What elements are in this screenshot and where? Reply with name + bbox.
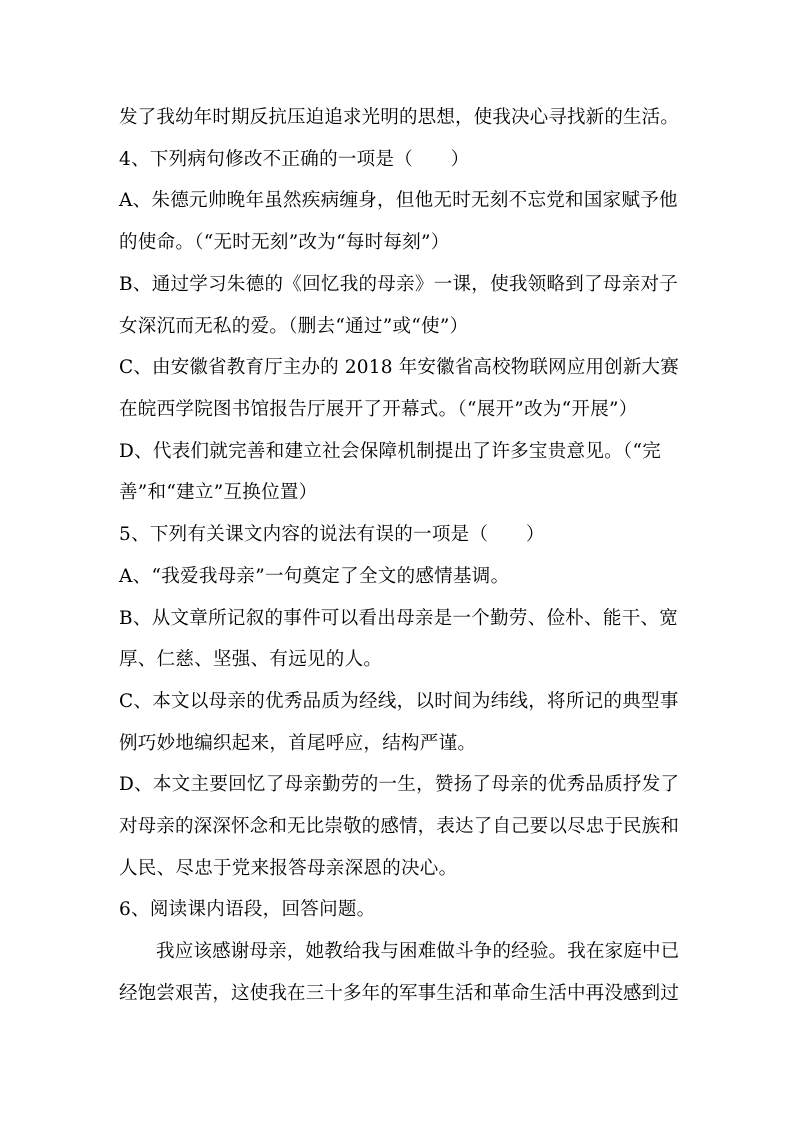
question-4-option-b: B、通过学习朱德的《回忆我的母亲》一课，使我领略到了母亲对子 bbox=[119, 274, 679, 295]
text-line: 发了我幼年时期反抗压迫追求光明的思想，使我决心寻找新的生活。 bbox=[119, 107, 680, 128]
question-5-option-d: D、本文主要回忆了母亲勤劳的一生，赞扬了母亲的优秀品质抒发了 bbox=[119, 774, 680, 795]
text-line: 人民、尽忠于党来报答母亲深恩的决心。 bbox=[119, 858, 458, 879]
question-5-option-c: C、本文以母亲的优秀品质为经线，以时间为纬线，将所记的典型事 bbox=[119, 691, 679, 712]
text-line: 例巧妙地编织起来，首尾呼应，结构严谨。 bbox=[119, 733, 477, 754]
question-5-option-a: A、“我爱我母亲”一句奠定了全文的感情基调。 bbox=[119, 566, 510, 587]
question-4-stem: 4、下列病句修改不正确的一项是（ ） bbox=[119, 149, 470, 170]
question-4-option-c: C、由安徽省教育厅主办的 2018 年安徽省高校物联网应用创新大赛 bbox=[119, 357, 679, 378]
question-5-option-b: B、从文章所记叙的事件可以看出母亲是一个勤劳、俭朴、能干、宽 bbox=[119, 608, 679, 629]
question-5-stem: 5、下列有关课文内容的说法有误的一项是（ ） bbox=[119, 524, 545, 545]
text-line: 的使命。（“无时无刻”改为“每时每刻”） bbox=[119, 232, 450, 253]
question-4-option-d: D、代表们就完善和建立社会保障机制提出了许多宝贵意见。（“完 bbox=[119, 441, 662, 462]
question-4-option-a: A、朱德元帅晚年虽然疾病缠身，但他无时无刻不忘党和国家赋予他 bbox=[119, 190, 678, 211]
text-line: 女深沉而无私的爱。（删去“通过”或“使”） bbox=[119, 316, 469, 337]
question-6-stem: 6、阅读课内语段，回答问题。 bbox=[119, 899, 376, 920]
text-line: 对母亲的深深怀念和无比崇敬的感情，表达了自己要以尽忠于民族和 bbox=[119, 816, 680, 837]
reading-passage: 我应该感谢母亲，她教给我与困难做斗争的经验。我在家庭中已 bbox=[156, 941, 680, 962]
text-line: 善”和“建立”互换位置） bbox=[119, 482, 318, 503]
text-line: 在皖西学院图书馆报告厅展开了开幕式。（“展开”改为“开展”） bbox=[119, 399, 638, 420]
text-line: 厚、仁慈、坚强、有远见的人。 bbox=[119, 649, 383, 670]
reading-passage: 经饱尝艰苦，这使我在三十多年的军事生活和革命生活中再没感到过 bbox=[119, 983, 680, 1004]
